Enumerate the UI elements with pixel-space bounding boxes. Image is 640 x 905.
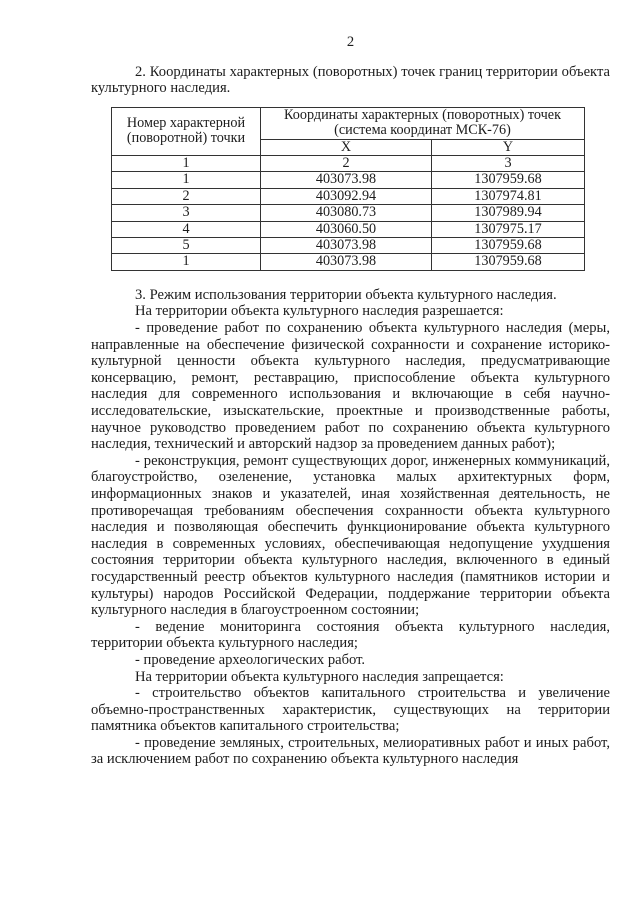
column-number: 2 <box>261 156 432 172</box>
coordinates-table <box>111 107 585 271</box>
coord-y: 1307975.17 <box>432 221 585 237</box>
coord-x: 403073.98 <box>261 238 432 254</box>
coord-x: 403060.50 <box>261 221 432 237</box>
table-row <box>112 238 585 254</box>
section-2-text: 2. Координаты характерных (поворотных) точек границ территории объекта культурного наследия. <box>91 63 610 97</box>
table-row <box>112 188 585 204</box>
table-row <box>112 254 585 270</box>
allowed-item-1: - проведение работ по сохранению объекта культурного наследия (меры, направленные на обеспечение физической сохранности и сохранение историко-культурной ценности объекта культурного наследия, предусматривающие консервацию, ремонт, реставрацию, приспособление объекта культурного наследия для современного использования и включающие в себя научно-исследовательские, изыскательские, проектные и производственные работы, научное руководство проведением работ по сохранению объекта культурного наследия, технический и авторский надзор за проведением данных работ); <box>91 320 610 453</box>
forbidden-item-2: - проведение земляных, строительных, мелиоративных работ и иных работ, за исключением работ по сохранению объекта культурного наследия <box>91 734 610 768</box>
allowed-item-4: - проведение археологических работ. <box>135 651 366 668</box>
table-header-row <box>112 107 585 139</box>
coord-x: 403073.98 <box>261 254 432 270</box>
header-x: X <box>261 139 432 155</box>
allowed-item-2: - реконструкция, ремонт существующих дорог, инженерных коммуникаций, благоустройство, озеленение, установка малых архитектурных форм, информационных знаков и указателей, иная хозяйственная деятельность, не противоречащая требованиям обеспечения сохранности объекта культурного наследия и позволяющая обеспечить функционирование объекта культурного наследия в современных условиях, обеспечивающая недопущение ухудшения состояния территории объекта культурного наследия, включенного в единый государственный реестр объектов культурного наследия (памятников истории и культуры) народов Российской Федерации, поддержание территории объекта культурного наследия в благоустроенном состоянии; <box>91 452 610 619</box>
forbidden-item-1: - строительство объектов капитального строительства и увеличение объемно-пространственных характеристик, существующих на территории памятника объектов капитального строительства; <box>91 685 610 735</box>
allowed-intro: На территории объекта культурного наследия разрешается: <box>135 303 504 320</box>
table-row <box>112 205 585 221</box>
coord-x: 403073.98 <box>261 172 432 188</box>
point-number: 1 <box>112 172 261 188</box>
page-number: 2 <box>346 34 355 50</box>
coord-y: 1307959.68 <box>432 254 585 270</box>
header-coordinates: Координаты характерных (поворотных) точек (система координат МСК-76) <box>261 107 585 139</box>
section-3-title: 3. Режим использования территории объекта культурного наследия. <box>135 286 557 303</box>
header-point-number: Номер характерной (поворотной) точки <box>112 107 261 155</box>
point-number: 5 <box>112 238 261 254</box>
column-number: 3 <box>432 156 585 172</box>
point-number: 1 <box>112 254 261 270</box>
forbidden-intro: На территории объекта культурного наследия запрещается: <box>135 668 504 685</box>
table-row <box>112 221 585 237</box>
allowed-item-3: - ведение мониторинга состояния объекта культурного наследия, территории объекта культурного наследия; <box>91 618 610 652</box>
coord-y: 1307959.68 <box>432 172 585 188</box>
header-y: Y <box>432 139 585 155</box>
point-number: 2 <box>112 188 261 204</box>
coord-y: 1307974.81 <box>432 188 585 204</box>
coord-x: 403092.94 <box>261 188 432 204</box>
table-column-numbers-row <box>112 156 585 172</box>
point-number: 4 <box>112 221 261 237</box>
column-number: 1 <box>112 156 261 172</box>
table-row <box>112 172 585 188</box>
coord-x: 403080.73 <box>261 205 432 221</box>
coord-y: 1307989.94 <box>432 205 585 221</box>
coord-y: 1307959.68 <box>432 238 585 254</box>
point-number: 3 <box>112 205 261 221</box>
